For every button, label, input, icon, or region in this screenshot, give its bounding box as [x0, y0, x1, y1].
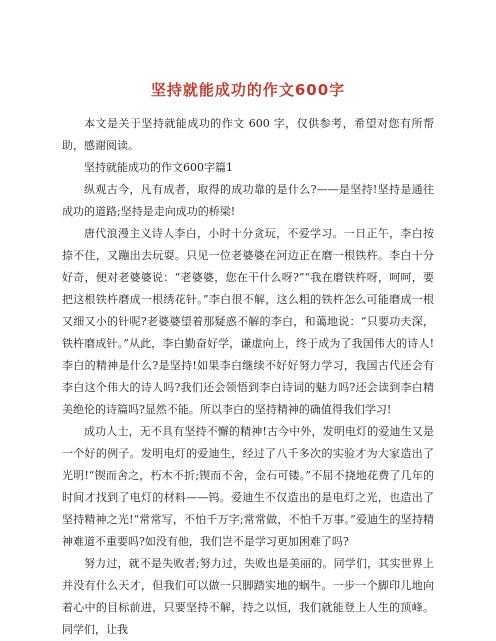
- body-paragraph: 唐代浪漫主义诗人李白，小时十分贪玩，不爱学习。一日正午，李白按捺不住，又蹦出去玩耍。只见一位老婆婆在河边正在磨一根铁杵。李白十分好奇，便对老婆婆说：“老婆婆，您在干什么呀?”“我在磨铁杵呀，呵呵，要把这根铁杵磨成一根绣花针。”李白很不解，这么粗的铁杵怎么可能磨成一根又细又小的针呢?老婆婆望着那疑惑不解的李白，和蔼地说：“只要功夫深，铁杵磨成针。”从此，李白勤奋好学，谦虚向上，终于成为了我国伟大的诗人!李白的精神是什么?是坚持!如果李白继续不好好努力学习，我国古代还会有李白这个伟大的诗人吗?我们还会领悟到李白诗词的魅力吗?还会读到李白精美绝伦的诗篇吗?显然不能。所以李白的坚持精神的确值得我们学习!: [62, 227, 434, 416]
- body-paragraph: 成功人士，无不具有坚持不懈的精神!古今中外，发明电灯的爱迪生又是一个好的例子。发明电灯的爱迪生，经过了八千多次的实验才为大家造出了光明!“锲而舍之，朽木不折;锲而不舍，金石可镂。”不屈不挠地花费了几年的时间才找到了电灯的材料——钨。爱迪生不仅造出的是电灯之光，也造出了坚持精神之光!“常常写，不怕千万字;常常做，不怕千万事。”爱迪生的坚持精神难道不重要吗?如没有他，我们岂不是学习更加困难了吗?: [62, 425, 434, 548]
- body-paragraph: 努力过，就不是失败者;努力过，失败也是美丽的。同学们，其实世界上并没有什么天才，但我们可以做一只脚踏实地的蜗牛。一步一个脚印儿地向着心中的目标前进，只要坚持不解，持之以恒，我们就能登上人生的顶峰。同学们，让我: [62, 557, 434, 636]
- section-heading: 坚持就能成功的作文600字篇1: [84, 161, 233, 174]
- document-title: 坚持就能成功的作文600字: [150, 81, 346, 99]
- intro-paragraph: 本文是关于坚持就能成功的作文 600 字，仅供参考，希望对您有所帮助，感谢阅读。: [62, 117, 434, 152]
- document-body: [62, 113, 434, 641]
- body-paragraph: 纵观古今，凡有成者，取得的成功靠的是什么?——是坚持!坚持是通往成功的道路;坚持是走向成功的桥梁!: [62, 183, 434, 218]
